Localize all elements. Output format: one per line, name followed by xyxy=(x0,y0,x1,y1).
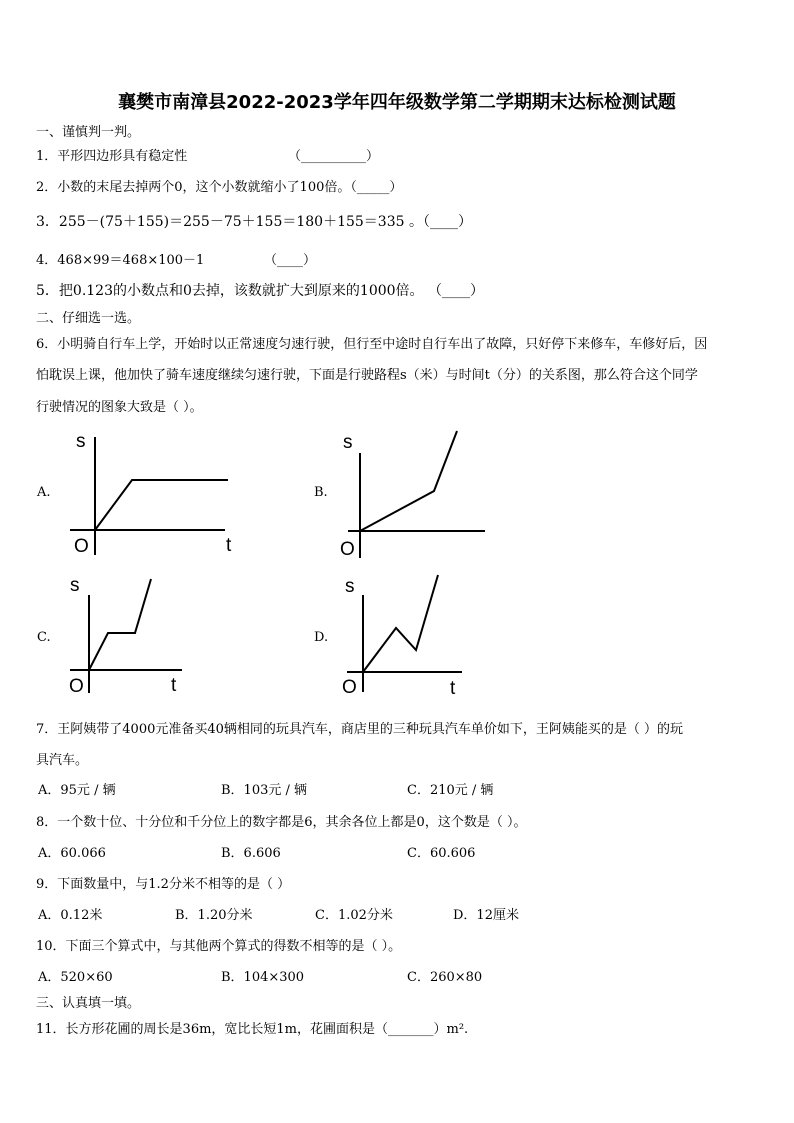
option-a-label[interactable]: A. xyxy=(37,485,51,500)
graph-option-a xyxy=(60,425,250,560)
question-number: 10． xyxy=(36,939,66,954)
option-d[interactable]: D．12厘米 xyxy=(453,908,519,923)
axis-label-t: t xyxy=(226,535,232,556)
question-10 xyxy=(36,935,401,954)
question-number: 5． xyxy=(36,283,59,299)
option-d-label[interactable]: D. xyxy=(314,630,329,645)
question-text: 255－(75＋155)＝255－75＋155＝180＋155＝335 。（____） xyxy=(58,214,472,230)
option-c-label[interactable]: C. xyxy=(37,630,51,645)
axis-label-s: s xyxy=(70,575,80,596)
question-text: 把0.123的小数点和0去掉，该数就扩大到原来的1000倍。 （____） xyxy=(58,283,484,299)
section-heading-3: 三、认真填一填。 xyxy=(36,996,141,1011)
page-title: 襄樊市南漳县2022-2023学年四年级数学第二学期期末达标检测试题 xyxy=(118,92,676,113)
question-4 xyxy=(36,249,204,268)
question-5 xyxy=(36,280,484,300)
origin-label: O xyxy=(74,536,89,557)
axis-label-t: t xyxy=(450,678,456,699)
option-c[interactable]: C．260×80 xyxy=(407,970,483,985)
axis-label-s: s xyxy=(345,576,355,597)
question-number: 11． xyxy=(36,1022,66,1037)
question-text: 小明骑自行车上学，开始时以正常速度匀速行驶，但行至中途时自行车出了故障，只好停下来修车，车修好后，因 xyxy=(57,337,708,352)
question-text: 一个数十位、十分位和千分位上的数字都是6，其余各位上都是0，这个数是（ ）。 xyxy=(57,815,527,830)
distance-time-line xyxy=(95,480,228,530)
question-2 xyxy=(36,176,402,195)
question-text: 468×99＝468×100－1 xyxy=(57,253,205,268)
question-number: 8． xyxy=(36,815,58,830)
section-heading-1: 一、谨慎判一判。 xyxy=(36,125,141,140)
question-9 xyxy=(36,873,290,892)
question-11 xyxy=(36,1018,468,1037)
option-a[interactable]: A．95元 / 辆 xyxy=(38,783,116,798)
axis-label-s: s xyxy=(343,432,353,453)
question-number: 4． xyxy=(36,253,58,268)
question-number: 1． xyxy=(36,149,58,164)
question-text: 王阿姨带了4000元准备买40辆相同的玩具汽车，商店里的三种玩具汽车单价如下，王阿姨能买的是（ ）的玩 xyxy=(57,722,684,737)
question-text: 平形四边形具有稳定性 xyxy=(57,149,188,164)
answer-blank[interactable]: （____） xyxy=(264,253,317,268)
question-7-line2: 具汽车。 xyxy=(36,753,89,768)
question-number: 9． xyxy=(36,877,58,892)
option-b[interactable]: B．6.606 xyxy=(221,846,281,861)
question-number: 7． xyxy=(36,722,58,737)
option-a[interactable]: A．60.066 xyxy=(38,846,106,861)
option-b[interactable]: B．104×300 xyxy=(221,970,305,985)
option-b-label[interactable]: B. xyxy=(314,485,328,500)
graph-option-d xyxy=(342,572,472,697)
distance-time-line xyxy=(360,431,457,531)
origin-label: O xyxy=(342,677,357,698)
question-3 xyxy=(36,211,472,231)
graph-option-b xyxy=(340,428,490,563)
question-6-line1 xyxy=(36,333,707,352)
question-text: 长方形花圃的周长是36m，宽比长短1m，花圃面积是（_______）m². xyxy=(65,1022,469,1037)
option-a[interactable]: A．520×60 xyxy=(38,970,113,985)
answer-blank[interactable]: （__________） xyxy=(288,149,380,164)
question-number: 3． xyxy=(36,214,59,230)
axis-label-t: t xyxy=(171,675,177,696)
section-heading-2: 二、仔细选一选。 xyxy=(36,311,141,326)
option-b[interactable]: B．1.20分米 xyxy=(175,908,253,923)
question-8 xyxy=(36,811,526,830)
option-c[interactable]: C．1.02分米 xyxy=(315,908,393,923)
option-c[interactable]: C．60.606 xyxy=(407,846,476,861)
question-text: 小数的末尾去掉两个0，这个小数就缩小了100倍。（_____） xyxy=(57,180,403,195)
distance-time-line xyxy=(89,579,151,670)
question-7-line1 xyxy=(36,718,683,737)
origin-label: O xyxy=(340,539,355,560)
question-6-line3: 行驶情况的图象大致是（ ）。 xyxy=(36,400,203,415)
axis-label-s: s xyxy=(76,431,86,452)
option-b[interactable]: B．103元 / 辆 xyxy=(221,783,308,798)
option-c[interactable]: C．210元 / 辆 xyxy=(407,783,494,798)
origin-label: O xyxy=(69,676,84,697)
question-1 xyxy=(36,145,187,164)
question-text: 下面数量中，与1.2分米不相等的是（ ） xyxy=(57,877,291,892)
distance-time-line xyxy=(363,575,438,672)
question-6-line2: 怕耽误上课，他加快了骑车速度继续匀速行驶，下面是行驶路程s（米）与时间t（分）的关系图，那么符合这个同学 xyxy=(36,368,698,383)
graph-option-c xyxy=(65,575,195,700)
question-number: 2． xyxy=(36,180,58,195)
option-a[interactable]: A．0.12米 xyxy=(38,908,103,923)
question-number: 6． xyxy=(36,337,58,352)
question-text: 下面三个算式中，与其他两个算式的得数不相等的是（ ）。 xyxy=(65,939,402,954)
